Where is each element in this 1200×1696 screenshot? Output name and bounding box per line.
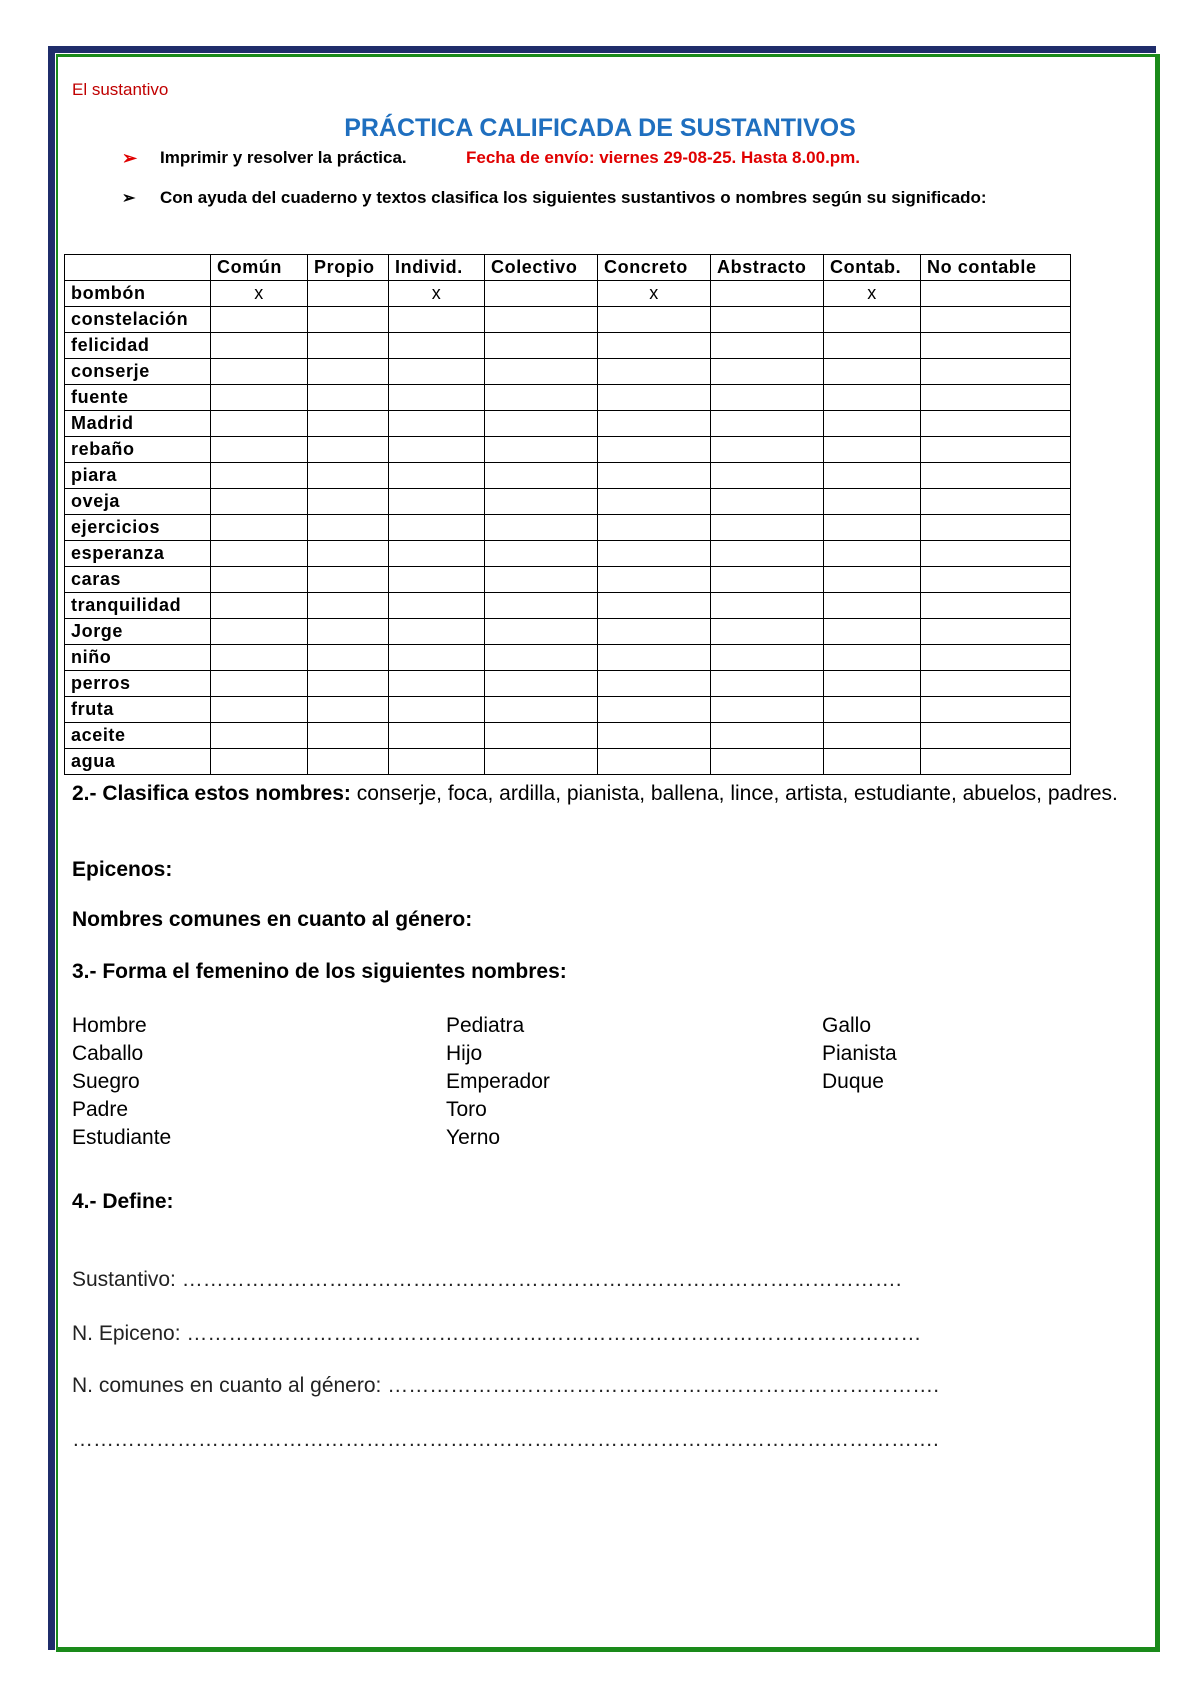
table-row xyxy=(65,697,1071,723)
mark-cell xyxy=(211,463,308,489)
noun-cell: ejercicios xyxy=(65,515,211,541)
table-row xyxy=(65,489,1071,515)
mark-cell xyxy=(921,671,1071,697)
mark-cell xyxy=(485,515,598,541)
table-row xyxy=(65,359,1071,385)
noun-cell: rebaño xyxy=(65,437,211,463)
mark-cell xyxy=(389,463,485,489)
mark-cell xyxy=(711,619,824,645)
mark-cell: x xyxy=(824,281,921,307)
section-3-label: 3.- Forma el femenino de los siguientes nombres: xyxy=(72,960,567,983)
mark-cell xyxy=(211,619,308,645)
mark-cell xyxy=(211,697,308,723)
mark-cell xyxy=(308,515,389,541)
mark-cell xyxy=(211,749,308,775)
noun-cell: conserje xyxy=(65,359,211,385)
mark-cell xyxy=(824,645,921,671)
table-row xyxy=(65,281,1071,307)
classification-table xyxy=(64,254,1071,775)
table-header-row xyxy=(65,255,1071,281)
mark-cell xyxy=(921,333,1071,359)
mark-cell xyxy=(921,749,1071,775)
mark-cell xyxy=(389,515,485,541)
mark-cell xyxy=(211,333,308,359)
mark-cell xyxy=(389,411,485,437)
mark-cell xyxy=(921,645,1071,671)
noun-cell: oveja xyxy=(65,489,211,515)
section-2-words: conserje, foca, ardilla, pianista, ballena, lince, artista, estudiante, abuelos, padres. xyxy=(350,782,1118,805)
mark-cell xyxy=(485,723,598,749)
mark-cell xyxy=(485,619,598,645)
mark-cell xyxy=(308,281,389,307)
section-4-label: 4.- Define: xyxy=(72,1190,174,1213)
section-2-text xyxy=(72,780,1122,808)
mark-cell xyxy=(921,541,1071,567)
mark-cell xyxy=(308,567,389,593)
mark-cell xyxy=(711,645,824,671)
mark-cell xyxy=(389,333,485,359)
mark-cell xyxy=(389,385,485,411)
mark-cell xyxy=(308,307,389,333)
mark-cell xyxy=(389,697,485,723)
comunes-label: Nombres comunes en cuanto al género: xyxy=(72,908,473,931)
define-sustantivo-line: Sustantivo: …………………………………………………………………………………………. xyxy=(72,1268,902,1291)
feminine-list-1 xyxy=(72,1012,171,1152)
mark-cell xyxy=(711,333,824,359)
mark-cell xyxy=(598,671,711,697)
mark-cell xyxy=(711,489,824,515)
mark-cell xyxy=(921,697,1071,723)
noun-cell: caras xyxy=(65,567,211,593)
mark-cell xyxy=(598,723,711,749)
mark-cell xyxy=(824,333,921,359)
mark-cell xyxy=(211,671,308,697)
mark-cell xyxy=(711,411,824,437)
mark-cell xyxy=(485,645,598,671)
mark-cell xyxy=(308,671,389,697)
mark-cell xyxy=(598,463,711,489)
table-row xyxy=(65,645,1071,671)
mark-cell xyxy=(485,359,598,385)
mark-cell xyxy=(921,385,1071,411)
epicenos-label: Epicenos: xyxy=(72,858,173,881)
mark-cell xyxy=(711,593,824,619)
noun-item: Caballo xyxy=(72,1042,144,1065)
mark-cell xyxy=(921,359,1071,385)
mark-cell xyxy=(211,437,308,463)
noun-cell: bombón xyxy=(65,281,211,307)
mark-cell xyxy=(921,593,1071,619)
mark-cell xyxy=(598,437,711,463)
arrow-bullet-icon: ➢ xyxy=(122,190,136,207)
table-row xyxy=(65,541,1071,567)
noun-cell: aceite xyxy=(65,723,211,749)
mark-cell xyxy=(824,723,921,749)
mark-cell xyxy=(308,541,389,567)
mark-cell xyxy=(824,671,921,697)
mark-cell xyxy=(485,281,598,307)
mark-cell xyxy=(211,567,308,593)
table-header-cell: Colectivo xyxy=(485,255,598,281)
mark-cell xyxy=(921,411,1071,437)
mark-cell xyxy=(598,697,711,723)
table-header-cell: Común xyxy=(211,255,308,281)
mark-cell xyxy=(308,489,389,515)
mark-cell xyxy=(389,619,485,645)
mark-cell xyxy=(211,307,308,333)
mark-cell xyxy=(824,541,921,567)
table-row xyxy=(65,333,1071,359)
mark-cell xyxy=(308,463,389,489)
mark-cell xyxy=(485,567,598,593)
noun-item: Duque xyxy=(822,1070,884,1093)
mark-cell xyxy=(308,645,389,671)
mark-cell xyxy=(389,749,485,775)
mark-cell xyxy=(711,541,824,567)
mark-cell xyxy=(211,723,308,749)
mark-cell xyxy=(711,567,824,593)
noun-cell: Jorge xyxy=(65,619,211,645)
mark-cell xyxy=(389,307,485,333)
mark-cell xyxy=(485,385,598,411)
define-continuation-line: ……………………………………………………………………………………………………………. xyxy=(72,1428,939,1451)
arrow-bullet-icon: ➢ xyxy=(122,148,138,168)
mark-cell xyxy=(485,593,598,619)
noun-cell: perros xyxy=(65,671,211,697)
mark-cell xyxy=(389,645,485,671)
mark-cell xyxy=(389,437,485,463)
table-header-cell: Concreto xyxy=(598,255,711,281)
table-row xyxy=(65,463,1071,489)
mark-cell xyxy=(598,489,711,515)
noun-item: Emperador xyxy=(446,1070,550,1093)
mark-cell xyxy=(389,359,485,385)
mark-cell xyxy=(824,593,921,619)
table-row xyxy=(65,307,1071,333)
mark-cell xyxy=(824,489,921,515)
noun-cell: piara xyxy=(65,463,211,489)
deadline-text: Fecha de envío: viernes 29-08-25. Hasta 8.00.pm. xyxy=(466,148,861,167)
mark-cell xyxy=(921,723,1071,749)
mark-cell xyxy=(485,489,598,515)
mark-cell xyxy=(921,515,1071,541)
instruction-text-2: Con ayuda del cuaderno y textos clasifica los siguientes sustantivos o nombres según su significado: xyxy=(160,188,987,207)
mark-cell xyxy=(824,359,921,385)
mark-cell xyxy=(824,411,921,437)
mark-cell xyxy=(711,749,824,775)
mark-cell xyxy=(308,411,389,437)
noun-item: Yerno xyxy=(446,1126,501,1149)
mark-cell xyxy=(824,307,921,333)
noun-item: Padre xyxy=(72,1098,129,1121)
instruction-text-1: Imprimir y resolver la práctica. xyxy=(160,148,407,167)
table-row xyxy=(65,411,1071,437)
table-row xyxy=(65,567,1071,593)
mark-cell xyxy=(824,697,921,723)
noun-item: Suegro xyxy=(72,1070,140,1093)
mark-cell xyxy=(598,515,711,541)
table-row xyxy=(65,593,1071,619)
mark-cell xyxy=(711,697,824,723)
noun-cell: fuente xyxy=(65,385,211,411)
mark-cell xyxy=(211,385,308,411)
table-header-cell: Abstracto xyxy=(711,255,824,281)
noun-item: Gallo xyxy=(822,1014,872,1037)
mark-cell xyxy=(308,359,389,385)
table-header-blank xyxy=(65,255,211,281)
mark-cell xyxy=(824,463,921,489)
mark-cell xyxy=(711,515,824,541)
table-row xyxy=(65,749,1071,775)
noun-cell: esperanza xyxy=(65,541,211,567)
mark-cell xyxy=(211,645,308,671)
mark-cell xyxy=(921,281,1071,307)
define-comunes-line: N. comunes en cuanto al género: ……………………………………………………………………. xyxy=(72,1374,940,1397)
feminine-list-2 xyxy=(446,1012,550,1152)
noun-cell: niño xyxy=(65,645,211,671)
mark-cell xyxy=(308,333,389,359)
table-row xyxy=(65,723,1071,749)
mark-cell xyxy=(389,541,485,567)
mark-cell xyxy=(921,489,1071,515)
mark-cell xyxy=(711,307,824,333)
mark-cell xyxy=(485,333,598,359)
mark-cell xyxy=(921,567,1071,593)
mark-cell xyxy=(211,411,308,437)
mark-cell xyxy=(711,463,824,489)
mark-cell xyxy=(921,307,1071,333)
mark-cell xyxy=(824,437,921,463)
mark-cell xyxy=(485,671,598,697)
table-row xyxy=(65,437,1071,463)
mark-cell xyxy=(598,593,711,619)
mark-cell xyxy=(598,619,711,645)
mark-cell xyxy=(711,671,824,697)
mark-cell: x xyxy=(389,281,485,307)
mark-cell xyxy=(598,307,711,333)
mark-cell xyxy=(308,723,389,749)
mark-cell xyxy=(711,385,824,411)
mark-cell xyxy=(389,593,485,619)
define-epiceno-line: N. Epiceno: …………………………………………………………………………………………… xyxy=(72,1322,922,1345)
mark-cell xyxy=(211,593,308,619)
noun-cell: felicidad xyxy=(65,333,211,359)
mark-cell xyxy=(308,385,389,411)
noun-item: Estudiante xyxy=(72,1126,172,1149)
mark-cell xyxy=(598,411,711,437)
mark-cell xyxy=(211,489,308,515)
mark-cell xyxy=(211,359,308,385)
mark-cell xyxy=(824,385,921,411)
mark-cell xyxy=(211,541,308,567)
noun-item: Hombre xyxy=(72,1014,147,1037)
noun-cell: agua xyxy=(65,749,211,775)
table-header-cell: Propio xyxy=(308,255,389,281)
mark-cell xyxy=(485,749,598,775)
mark-cell xyxy=(308,749,389,775)
mark-cell xyxy=(598,385,711,411)
mark-cell xyxy=(485,697,598,723)
noun-item: Pianista xyxy=(822,1042,897,1065)
mark-cell xyxy=(598,333,711,359)
noun-cell: tranquilidad xyxy=(65,593,211,619)
mark-cell xyxy=(389,489,485,515)
noun-item: Pediatra xyxy=(446,1014,525,1037)
mark-cell xyxy=(308,437,389,463)
mark-cell xyxy=(389,567,485,593)
mark-cell xyxy=(308,697,389,723)
noun-item: Toro xyxy=(446,1098,487,1121)
table-row xyxy=(65,515,1071,541)
table-row xyxy=(65,671,1071,697)
header-tag: El sustantivo xyxy=(72,80,169,99)
mark-cell xyxy=(308,619,389,645)
mark-cell xyxy=(711,437,824,463)
noun-cell: Madrid xyxy=(65,411,211,437)
mark-cell xyxy=(711,281,824,307)
table-row xyxy=(65,385,1071,411)
mark-cell xyxy=(921,437,1071,463)
noun-cell: fruta xyxy=(65,697,211,723)
feminine-list-3 xyxy=(822,1012,897,1096)
mark-cell xyxy=(598,359,711,385)
mark-cell xyxy=(921,463,1071,489)
mark-cell xyxy=(824,567,921,593)
mark-cell xyxy=(598,749,711,775)
mark-cell: x xyxy=(598,281,711,307)
table-header-cell: Contab. xyxy=(824,255,921,281)
mark-cell xyxy=(389,671,485,697)
mark-cell xyxy=(598,645,711,671)
mark-cell xyxy=(485,463,598,489)
mark-cell xyxy=(308,593,389,619)
mark-cell xyxy=(485,437,598,463)
mark-cell xyxy=(824,515,921,541)
mark-cell xyxy=(824,619,921,645)
mark-cell xyxy=(485,307,598,333)
mark-cell xyxy=(824,749,921,775)
mark-cell xyxy=(211,515,308,541)
mark-cell xyxy=(711,723,824,749)
mark-cell xyxy=(485,541,598,567)
table-header-cell: Individ. xyxy=(389,255,485,281)
noun-cell: constelación xyxy=(65,307,211,333)
mark-cell xyxy=(598,567,711,593)
mark-cell xyxy=(711,359,824,385)
table-row xyxy=(65,619,1071,645)
page-title: PRÁCTICA CALIFICADA DE SUSTANTIVOS xyxy=(344,114,856,142)
section-2-label: 2.- Clasifica estos nombres: xyxy=(72,782,351,805)
mark-cell xyxy=(485,411,598,437)
mark-cell: x xyxy=(211,281,308,307)
mark-cell xyxy=(921,619,1071,645)
mark-cell xyxy=(598,541,711,567)
table-header-cell: No contable xyxy=(921,255,1071,281)
noun-item: Hijo xyxy=(446,1042,483,1065)
mark-cell xyxy=(389,723,485,749)
